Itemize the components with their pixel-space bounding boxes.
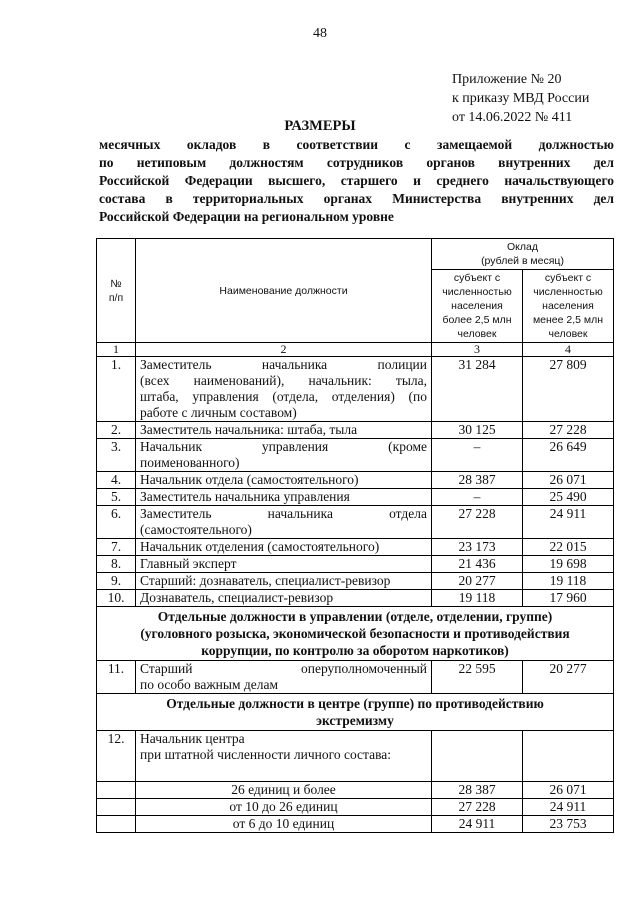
subtitle-line: Российской Федерации высшего, старшего и среднего начальствующего bbox=[99, 173, 614, 188]
salary-large-region: 28 387 bbox=[432, 472, 523, 489]
position-name bbox=[136, 357, 432, 422]
subtitle-line: Российской Федерации на региональном уровне bbox=[99, 209, 394, 224]
table-row bbox=[97, 506, 614, 539]
salary-large-region: 19 118 bbox=[432, 590, 523, 607]
row-number: 2. bbox=[97, 422, 136, 439]
table-subrow bbox=[97, 782, 614, 799]
position-line: Заместитель начальника полиции bbox=[140, 357, 427, 372]
row-number: 11. bbox=[97, 661, 136, 694]
position-line: Главный эксперт bbox=[140, 556, 237, 571]
salary-large-region: 22 595 bbox=[432, 661, 523, 694]
salary-large-region: 31 284 bbox=[432, 357, 523, 422]
table-row bbox=[97, 422, 614, 439]
salary-large-region: 23 173 bbox=[432, 539, 523, 556]
salary-large-region: 27 228 bbox=[432, 506, 523, 539]
row-number: 10. bbox=[97, 590, 136, 607]
table-row bbox=[97, 590, 614, 607]
position-line: Начальник центра bbox=[140, 731, 245, 746]
table-row bbox=[97, 357, 614, 422]
position-line: Заместитель начальника: штаба, тыла bbox=[140, 422, 358, 437]
position-line: поименованного) bbox=[140, 455, 240, 470]
salary-small-region: 25 490 bbox=[523, 489, 614, 506]
appendix-line-1: Приложение № 20 bbox=[452, 72, 562, 87]
position-line: по особо важным делам bbox=[140, 677, 279, 692]
table-row bbox=[97, 472, 614, 489]
salary-small-region: 26 649 bbox=[523, 439, 614, 472]
salary-table bbox=[96, 238, 614, 833]
section-header bbox=[97, 607, 614, 661]
position-line: Дознаватель, специалист-ревизор bbox=[140, 590, 334, 605]
salary-large-region: 24 911 bbox=[432, 816, 523, 833]
position-line: Начальник отдела (самостоятельного) bbox=[140, 472, 359, 487]
col-number: 4 bbox=[523, 343, 614, 357]
row-number: 12. bbox=[97, 731, 136, 782]
staff-size-range: от 10 до 26 единиц bbox=[136, 799, 432, 816]
position-line: Начальник управления (кроме bbox=[140, 439, 427, 454]
row-number: 1. bbox=[97, 357, 136, 422]
salary-small-region: 22 015 bbox=[523, 539, 614, 556]
document-subtitle bbox=[99, 136, 614, 226]
position-line: Старший оперуполномоченный bbox=[140, 661, 427, 676]
table-subrow bbox=[97, 799, 614, 816]
position-name bbox=[136, 439, 432, 472]
table-row bbox=[97, 661, 614, 694]
staff-size-range: 26 единиц и более bbox=[136, 782, 432, 799]
position-line: (самостоятельного) bbox=[140, 522, 252, 537]
salary-small-region bbox=[523, 731, 614, 782]
salary-large-region: 21 436 bbox=[432, 556, 523, 573]
salary-small-region: 27 228 bbox=[523, 422, 614, 439]
section-header bbox=[97, 694, 614, 731]
salary-small-region: 24 911 bbox=[523, 799, 614, 816]
salary-large-region: – bbox=[432, 439, 523, 472]
salary-large-region: 30 125 bbox=[432, 422, 523, 439]
staff-size-range: от 6 до 10 единиц bbox=[136, 816, 432, 833]
row-number: 8. bbox=[97, 556, 136, 573]
position-name bbox=[136, 489, 432, 506]
position-name bbox=[136, 472, 432, 489]
row-number bbox=[97, 816, 136, 833]
salary-large-region: – bbox=[432, 489, 523, 506]
salary-small-region: 19 118 bbox=[523, 573, 614, 590]
position-name bbox=[136, 506, 432, 539]
section-header-row bbox=[97, 694, 614, 731]
header-col3: субъект с численностью населения более 2,5 млн человек bbox=[432, 270, 523, 343]
position-line: штаба, управления (отдела, отделения) (по bbox=[140, 389, 427, 404]
table-row bbox=[97, 439, 614, 472]
row-number bbox=[97, 782, 136, 799]
position-line: работе с личным составом) bbox=[140, 405, 297, 420]
salary-large-region: 28 387 bbox=[432, 782, 523, 799]
position-name bbox=[136, 422, 432, 439]
salary-small-region: 19 698 bbox=[523, 556, 614, 573]
header-salary: Оклад (рублей в месяц) bbox=[432, 239, 614, 270]
section-line: Отдельные должности в управлении (отделе, отделении, группе) bbox=[157, 609, 553, 624]
position-name bbox=[136, 539, 432, 556]
row-number: 6. bbox=[97, 506, 136, 539]
table-subrow bbox=[97, 816, 614, 833]
header-num: № п/п bbox=[97, 239, 136, 343]
table-row bbox=[97, 556, 614, 573]
subtitle-line: по нетиповым должностям сотрудников органов внутренних дел bbox=[99, 155, 614, 170]
section-line: (уголовного розыска, экономической безопасности и противодействия bbox=[140, 626, 570, 641]
document-title: РАЗМЕРЫ bbox=[284, 118, 356, 134]
row-number: 3. bbox=[97, 439, 136, 472]
salary-large-region: 27 228 bbox=[432, 799, 523, 816]
row-number: 7. bbox=[97, 539, 136, 556]
row-number: 9. bbox=[97, 573, 136, 590]
section-line: коррупции, по контролю за оборотом наркотиков) bbox=[201, 643, 509, 658]
salary-large-region bbox=[432, 731, 523, 782]
page-number: 48 bbox=[313, 26, 327, 41]
position-line: Начальник отделения (самостоятельного) bbox=[140, 539, 380, 554]
salary-small-region: 20 277 bbox=[523, 661, 614, 694]
position-name bbox=[136, 590, 432, 607]
subtitle-line: месячных окладов в соответствии с замещаемой должностью bbox=[99, 137, 614, 152]
header-col4: субъект с численностью населения менее 2,5 млн человек bbox=[523, 270, 614, 343]
salary-small-region: 27 809 bbox=[523, 357, 614, 422]
col-number: 1 bbox=[97, 343, 136, 357]
table-row bbox=[97, 731, 614, 782]
position-name bbox=[136, 556, 432, 573]
appendix-line-3: от 14.06.2022 № 411 bbox=[452, 110, 573, 125]
position-line: при штатной численности личного состава: bbox=[140, 747, 392, 762]
position-line: Заместитель начальника отдела bbox=[140, 506, 427, 521]
subtitle-line: состава в территориальных органах Министерства внутренних дел bbox=[99, 191, 614, 206]
position-name bbox=[136, 661, 432, 694]
appendix-line-2: к приказу МВД России bbox=[452, 91, 590, 106]
col-number: 2 bbox=[136, 343, 432, 357]
row-number: 5. bbox=[97, 489, 136, 506]
position-line: (всех наименований), начальник: тыла, bbox=[140, 373, 427, 388]
salary-large-region: 20 277 bbox=[432, 573, 523, 590]
salary-small-region: 17 960 bbox=[523, 590, 614, 607]
salary-small-region: 26 071 bbox=[523, 472, 614, 489]
section-line: Отдельные должности в центре (группе) по противодействию bbox=[166, 696, 544, 711]
col-number: 3 bbox=[432, 343, 523, 357]
position-line: Заместитель начальника управления bbox=[140, 489, 350, 504]
section-line: экстремизму bbox=[316, 713, 394, 728]
section-header-row bbox=[97, 607, 614, 661]
row-number: 4. bbox=[97, 472, 136, 489]
salary-small-region: 24 911 bbox=[523, 506, 614, 539]
table-row bbox=[97, 489, 614, 506]
salary-small-region: 23 753 bbox=[523, 816, 614, 833]
table-row bbox=[97, 539, 614, 556]
position-name bbox=[136, 731, 432, 782]
salary-small-region: 26 071 bbox=[523, 782, 614, 799]
position-line: Старший: дознаватель, специалист-ревизор bbox=[140, 573, 391, 588]
header-name: Наименование должности bbox=[136, 239, 432, 343]
position-name bbox=[136, 573, 432, 590]
row-number bbox=[97, 799, 136, 816]
table-row bbox=[97, 573, 614, 590]
